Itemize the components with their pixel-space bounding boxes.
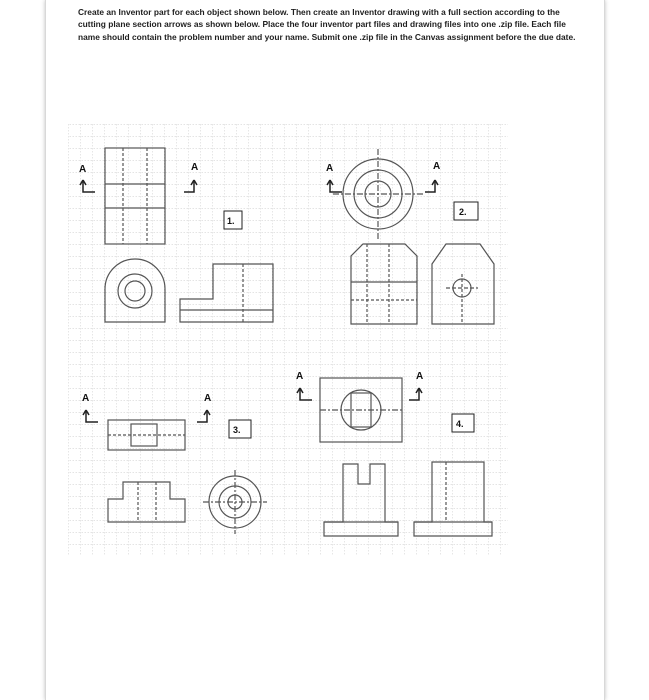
grid-paper	[68, 124, 508, 556]
problem-number: 2.	[459, 207, 467, 217]
problem-number-box	[224, 211, 242, 229]
problem-number-box	[454, 202, 478, 220]
section-label-a: A	[191, 162, 199, 173]
problem-number-box	[229, 420, 251, 438]
section-label-a: A	[416, 371, 424, 382]
section-label-a: A	[326, 163, 334, 174]
section-label-a: A	[79, 164, 87, 175]
section-label-a: A	[433, 161, 441, 172]
instructions-text: Create an Inventor part for each object shown below. Then create an Inventor drawing with a full section according to the cutting plane section arrows as shown below. Place the four inventor part files and drawing files into one .zip file. Each file name should contain the problem number and your name. Submit one .zip file in the Canvas assignment before the due date.	[78, 7, 576, 42]
problem-number: 4.	[456, 419, 464, 429]
section-label-a: A	[204, 393, 212, 404]
section-label-a: A	[296, 371, 304, 382]
problem-number: 1.	[227, 216, 235, 226]
section-label-a: A	[82, 393, 90, 404]
problem-number: 3.	[233, 425, 241, 435]
problem-number-box	[452, 414, 474, 432]
drawing-sheet	[68, 124, 508, 564]
